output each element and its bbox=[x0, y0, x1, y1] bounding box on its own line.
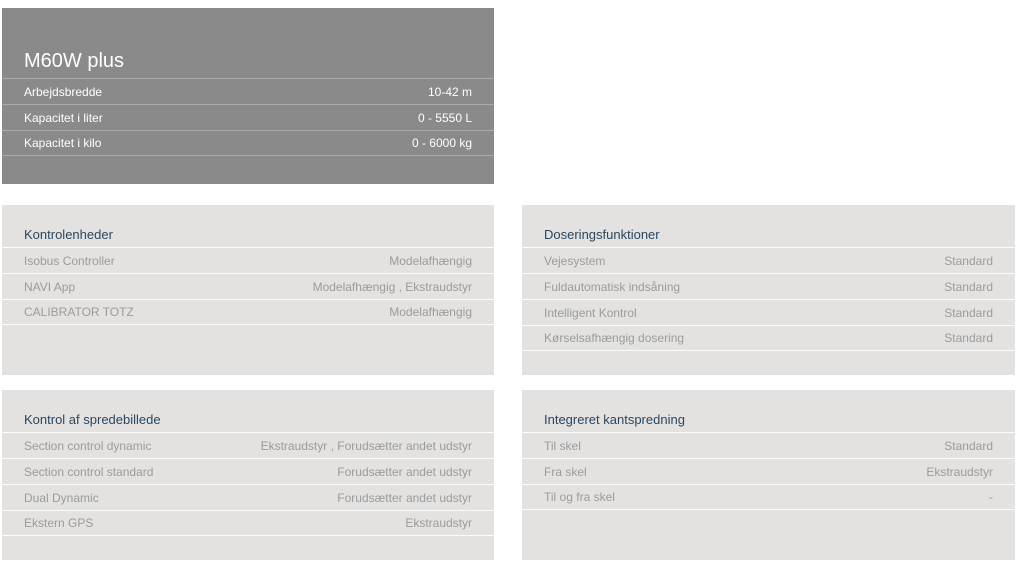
feature-value: Standard bbox=[944, 438, 993, 453]
feature-value: Ekstraudstyr , Forudsætter andet udstyr bbox=[260, 438, 472, 453]
feature-row bbox=[2, 273, 494, 299]
feature-row bbox=[2, 484, 494, 510]
feature-row bbox=[2, 299, 494, 325]
feature-label: CALIBRATOR TOTZ bbox=[24, 305, 134, 319]
doseringsfunktioner-card bbox=[522, 205, 1015, 375]
spec-row-kapacitet-liter bbox=[2, 104, 494, 130]
spredebillede-heading: Kontrol af spredebillede bbox=[24, 412, 161, 427]
spec-label: Arbejdsbredde bbox=[24, 84, 103, 99]
feature-label: Fra skel bbox=[544, 464, 587, 479]
feature-label: Til skel bbox=[544, 438, 581, 453]
kontrolenheder-heading: Kontrolenheder bbox=[24, 227, 113, 242]
product-summary-card bbox=[2, 8, 494, 184]
feature-row bbox=[522, 247, 1015, 273]
spec-row-kapacitet-kilo bbox=[2, 130, 494, 156]
feature-row bbox=[2, 510, 494, 536]
feature-value: Standard bbox=[944, 331, 993, 345]
spec-value: 0 - 6000 kg bbox=[411, 136, 472, 150]
feature-row bbox=[522, 325, 1015, 351]
feature-label: NAVI App bbox=[24, 279, 76, 294]
feature-row bbox=[2, 247, 494, 273]
spec-value: 10-42 m bbox=[427, 84, 472, 99]
feature-value: Standard bbox=[944, 279, 993, 294]
feature-row bbox=[2, 458, 494, 484]
feature-label: Vejesystem bbox=[544, 253, 606, 268]
feature-value: Standard bbox=[944, 253, 993, 268]
feature-value: Modelafhængig , Ekstraudstyr bbox=[312, 279, 472, 294]
feature-label: Isobus Controller bbox=[24, 253, 115, 268]
kontrolenheder-list bbox=[2, 247, 494, 325]
feature-label: Ekstern GPS bbox=[24, 516, 94, 530]
feature-label: Intelligent Kontrol bbox=[544, 305, 637, 320]
feature-value: - bbox=[989, 490, 993, 504]
spec-label: Kapacitet i liter bbox=[24, 110, 103, 125]
feature-label: Til og fra skel bbox=[544, 490, 615, 504]
feature-value: Ekstraudstyr bbox=[926, 464, 993, 479]
product-specs bbox=[2, 78, 494, 156]
spredebillede-list bbox=[2, 432, 494, 536]
kontrolenheder-card bbox=[2, 205, 494, 375]
feature-value: Modelafhængig bbox=[389, 253, 472, 268]
feature-row bbox=[522, 458, 1015, 484]
feature-row bbox=[522, 484, 1015, 510]
spredebillede-card bbox=[2, 390, 494, 560]
feature-value: Modelafhængig bbox=[389, 305, 472, 319]
feature-value: Ekstraudstyr bbox=[405, 516, 472, 530]
feature-label: Section control standard bbox=[24, 464, 154, 479]
kantspredning-card bbox=[522, 390, 1015, 560]
feature-label: Fuldautomatisk indsåning bbox=[544, 279, 681, 294]
feature-label: Kørselsafhængig dosering bbox=[544, 331, 685, 345]
spec-row-arbejdsbredde bbox=[2, 78, 494, 104]
feature-row bbox=[522, 299, 1015, 325]
kantspredning-heading: Integreret kantspredning bbox=[544, 412, 685, 427]
spec-label: Kapacitet i kilo bbox=[24, 136, 102, 150]
feature-value: Standard bbox=[944, 305, 993, 320]
doseringsfunktioner-heading: Doseringsfunktioner bbox=[544, 227, 660, 242]
feature-label: Dual Dynamic bbox=[24, 490, 99, 505]
kantspredning-list bbox=[522, 432, 1015, 510]
spec-value: 0 - 5550 L bbox=[417, 110, 472, 125]
feature-row bbox=[522, 273, 1015, 299]
feature-value: Forudsætter andet udstyr bbox=[337, 490, 472, 505]
feature-label: Section control dynamic bbox=[24, 438, 152, 453]
feature-row bbox=[2, 432, 494, 458]
feature-row bbox=[522, 432, 1015, 458]
feature-value: Forudsætter andet udstyr bbox=[337, 464, 472, 479]
doseringsfunktioner-list bbox=[522, 247, 1015, 351]
product-title: M60W plus bbox=[24, 50, 125, 72]
